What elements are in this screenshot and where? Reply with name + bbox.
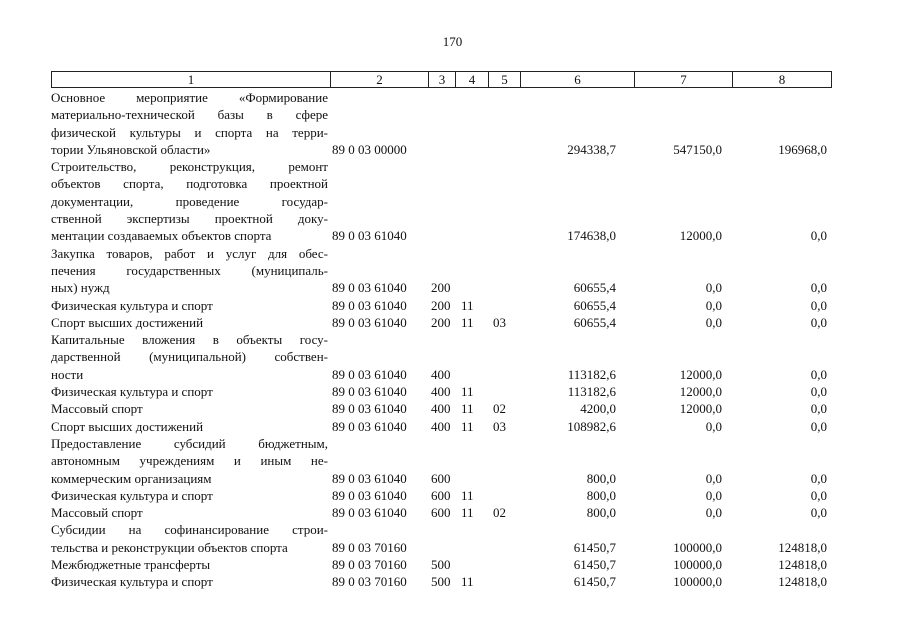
code-cell: 89 0 03 70160 — [332, 539, 407, 555]
subsection-cell: 11 — [461, 505, 474, 521]
amount-col-8: 124818,0 — [778, 557, 827, 573]
table-row — [51, 556, 832, 573]
header-col-3: 3 — [428, 72, 455, 87]
header-col-1: 1 — [187, 72, 195, 87]
amount-col-8: 124818,0 — [778, 574, 827, 590]
subsection-cell: 11 — [461, 418, 474, 434]
table-row — [51, 435, 832, 487]
code-cell: 89 0 03 61040 — [332, 366, 407, 382]
row-description — [51, 89, 328, 158]
subsection-cell: 11 — [461, 314, 474, 330]
header-col-2: 2 — [330, 72, 428, 87]
description-line: ментации создаваемых объектов спорта — [51, 228, 272, 244]
row-description — [51, 556, 328, 573]
description-line: коммерческим организациям — [51, 470, 212, 486]
row-description — [51, 245, 328, 297]
section-cell: 600 — [431, 487, 451, 503]
description-line: Массовый спорт — [51, 505, 143, 521]
table-row — [51, 89, 832, 158]
section-cell: 600 — [431, 470, 451, 486]
amount-col-8: 0,0 — [810, 384, 827, 400]
amount-col-8: 0,0 — [810, 487, 827, 503]
description-line: Спорт высших достижений — [51, 418, 204, 434]
section-cell: 200 — [431, 297, 451, 313]
code-cell: 89 0 03 61040 — [332, 418, 407, 434]
amount-col-7: 100000,0 — [673, 557, 722, 573]
table-row — [51, 418, 832, 435]
amount-col-8: 0,0 — [810, 314, 827, 330]
section-cell: 200 — [431, 280, 451, 296]
description-line: Строительство, реконструкция, ремонт — [51, 159, 328, 175]
description-line: Капитальные вложения в объекты госу- — [51, 332, 328, 348]
description-line: автономным учреждениям и иным не- — [51, 453, 328, 469]
expense-type-cell: 03 — [493, 418, 506, 434]
amount-col-8: 0,0 — [810, 505, 827, 521]
subsection-cell: 11 — [461, 487, 474, 503]
table-row — [51, 487, 832, 504]
description-line: Физическая культура и спорт — [51, 574, 213, 590]
subsection-cell: 11 — [461, 401, 474, 417]
amount-col-8: 196968,0 — [778, 141, 827, 157]
description-line: ных) нужд — [51, 280, 110, 296]
section-cell: 600 — [431, 505, 451, 521]
amount-col-8: 0,0 — [810, 470, 827, 486]
code-cell: 89 0 03 70160 — [332, 574, 407, 590]
description-line: объектов спорта, подготовка проектной — [51, 176, 328, 192]
subsection-cell: 11 — [461, 297, 474, 313]
amount-col-6: 60655,4 — [573, 280, 616, 296]
amount-col-6: 113182,6 — [567, 366, 616, 382]
row-description — [51, 297, 328, 314]
description-line: документации, проведение государ- — [51, 193, 328, 209]
row-description — [51, 504, 328, 521]
amount-col-7: 12000,0 — [679, 401, 722, 417]
table-row — [51, 573, 832, 590]
amount-col-8: 0,0 — [810, 297, 827, 313]
table-row — [51, 521, 832, 556]
code-cell: 89 0 03 61040 — [332, 470, 407, 486]
amount-col-6: 108982,6 — [567, 418, 616, 434]
header-col-4: 4 — [455, 72, 488, 87]
table-row — [51, 297, 832, 314]
description-line: Физическая культура и спорт — [51, 297, 213, 313]
amount-col-7: 0,0 — [705, 314, 722, 330]
code-cell: 89 0 03 00000 — [332, 141, 407, 157]
code-cell: 89 0 03 70160 — [332, 557, 407, 573]
code-cell: 89 0 03 61040 — [332, 401, 407, 417]
table-header — [51, 71, 832, 88]
amount-col-7: 12000,0 — [679, 384, 722, 400]
section-cell: 500 — [431, 574, 451, 590]
description-line: тории Ульяновской области» — [51, 141, 211, 157]
amount-col-7: 0,0 — [705, 505, 722, 521]
expense-type-cell: 02 — [493, 401, 506, 417]
amount-col-7: 100000,0 — [673, 539, 722, 555]
code-cell: 89 0 03 61040 — [332, 280, 407, 296]
row-description — [51, 487, 328, 504]
code-cell: 89 0 03 61040 — [332, 297, 407, 313]
subsection-cell: 11 — [461, 574, 474, 590]
header-col-7: 7 — [634, 72, 732, 87]
amount-col-6: 4200,0 — [580, 401, 616, 417]
amount-col-6: 60655,4 — [573, 314, 616, 330]
page-number: 170 — [442, 34, 463, 49]
expense-type-cell: 03 — [493, 314, 506, 330]
amount-col-8: 124818,0 — [778, 539, 827, 555]
row-description — [51, 383, 328, 400]
row-description — [51, 158, 328, 244]
description-line: физической культуры и спорта на терри- — [51, 124, 328, 140]
description-line: Физическая культура и спорт — [51, 384, 213, 400]
description-line: ности — [51, 366, 84, 382]
description-line: Физическая культура и спорт — [51, 487, 213, 503]
amount-col-6: 174638,0 — [567, 228, 616, 244]
section-cell: 500 — [431, 557, 451, 573]
code-cell: 89 0 03 61040 — [332, 487, 407, 503]
code-cell: 89 0 03 61040 — [332, 384, 407, 400]
header-col-5: 5 — [488, 72, 520, 87]
description-line: Спорт высших достижений — [51, 314, 204, 330]
amount-col-7: 0,0 — [705, 487, 722, 503]
amount-col-7: 12000,0 — [679, 228, 722, 244]
amount-col-7: 12000,0 — [679, 366, 722, 382]
subsection-cell: 11 — [461, 384, 474, 400]
description-line: Массовый спорт — [51, 401, 143, 417]
amount-col-6: 800,0 — [586, 487, 616, 503]
amount-col-7: 0,0 — [705, 297, 722, 313]
section-cell: 200 — [431, 314, 451, 330]
amount-col-8: 0,0 — [810, 366, 827, 382]
amount-col-7: 0,0 — [705, 280, 722, 296]
amount-col-8: 0,0 — [810, 280, 827, 296]
description-line: Закупка товаров, работ и услуг для обес- — [51, 245, 328, 261]
table-row — [51, 504, 832, 521]
amount-col-8: 0,0 — [810, 418, 827, 434]
header-col-6: 6 — [520, 72, 634, 87]
amount-col-6: 800,0 — [586, 505, 616, 521]
amount-col-6: 800,0 — [586, 470, 616, 486]
description-line: Предоставление субсидий бюджетным, — [51, 435, 328, 451]
expense-type-cell: 02 — [493, 505, 506, 521]
row-description — [51, 400, 328, 417]
header-col-8: 8 — [732, 72, 831, 87]
code-cell: 89 0 03 61040 — [332, 228, 407, 244]
code-cell: 89 0 03 61040 — [332, 314, 407, 330]
amount-col-6: 294338,7 — [567, 141, 616, 157]
amount-col-7: 547150,0 — [673, 141, 722, 157]
table-body — [51, 89, 832, 591]
amount-col-7: 0,0 — [705, 418, 722, 434]
description-line: Субсидии на софинансирование строи- — [51, 522, 328, 538]
amount-col-7: 0,0 — [705, 470, 722, 486]
code-cell: 89 0 03 61040 — [332, 505, 407, 521]
description-line: печения государственных (муниципаль- — [51, 262, 328, 278]
description-line: Основное мероприятие «Формирование — [51, 90, 328, 105]
table-row — [51, 383, 832, 400]
table-row — [51, 158, 832, 244]
section-cell: 400 — [431, 418, 451, 434]
table-row — [51, 314, 832, 331]
row-description — [51, 435, 328, 487]
section-cell: 400 — [431, 401, 451, 417]
amount-col-8: 0,0 — [810, 228, 827, 244]
section-cell: 400 — [431, 384, 451, 400]
description-line: тельства и реконструкции объектов спорта — [51, 539, 288, 555]
amount-col-6: 61450,7 — [573, 574, 616, 590]
amount-col-7: 100000,0 — [673, 574, 722, 590]
row-description — [51, 331, 328, 383]
description-line: материально-технической базы в сфере — [51, 107, 328, 123]
description-line: дарственной (муниципальной) собствен- — [51, 349, 328, 365]
amount-col-6: 61450,7 — [573, 557, 616, 573]
description-line: Межбюджетные трансферты — [51, 557, 211, 573]
row-description — [51, 418, 328, 435]
amount-col-8: 0,0 — [810, 401, 827, 417]
table-row — [51, 331, 832, 383]
section-cell: 400 — [431, 366, 451, 382]
amount-col-6: 113182,6 — [567, 384, 616, 400]
amount-col-6: 60655,4 — [573, 297, 616, 313]
description-line: ственной экспертизы проектной доку- — [51, 211, 328, 227]
table-row — [51, 245, 832, 297]
amount-col-6: 61450,7 — [573, 539, 616, 555]
row-description — [51, 573, 328, 590]
table-row — [51, 400, 832, 417]
row-description — [51, 314, 328, 331]
row-description — [51, 521, 328, 556]
